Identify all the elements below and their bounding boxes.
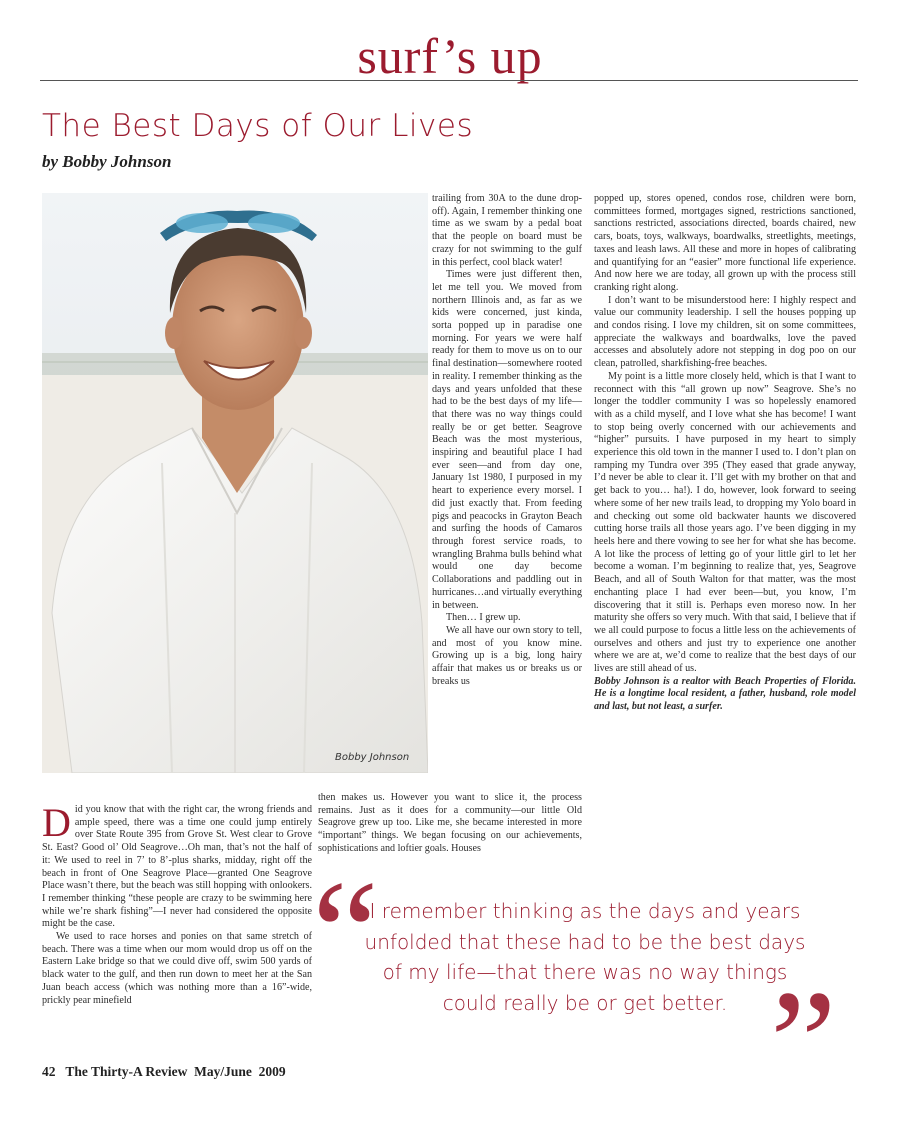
pull-quote-line: I remember thinking as the days and years — [369, 899, 801, 923]
author-bio: Bobby Johnson is a realtor with Beach Properties of Florida. He is a longtime local resident, a father, husband, role model and last, but not least, a surfer. — [594, 675, 856, 713]
article-byline: by Bobby Johnson — [42, 152, 172, 171]
open-quote-icon: “ — [312, 850, 379, 1016]
publication-name: The Thirty-A Review — [65, 1064, 188, 1079]
close-quote-icon: ” — [770, 960, 837, 1126]
paragraph: popped up, stores opened, condos rose, children were born, committees formed, mortgages signed, restrictions sanctioned, sanctions restricted, associations directed, boards chaired, new cars, boats, toys, walkways, boardwalks, streetlights, meetings, taxes and leash laws. All these and more in hopes of calibrating and quantifying for an “easier” more functional life experience. And now here we are today, all grown up with the process still cranking right along. — [594, 193, 856, 293]
drop-cap: D — [42, 800, 71, 845]
pull-quote-line: could really be or get better. — [442, 990, 728, 1015]
paragraph: We all have our own story to tell, and most of you know mine. Growing up is a big, long hairy affair that makes us or breaks us or breaks us — [432, 624, 582, 687]
paragraph: then makes us. However you want to slice it, the process remains. Just as it does for a community—our little Old Seagrove grew up too. Like me, she became interested in more “important” things. We began focusing on our achievements, sophistications and loftier goals. Houses — [318, 792, 582, 854]
paragraph: I don’t want to be misunderstood here: I highly respect and value our community leadership. I sell the houses popping up and condos rising. I love my children, sit on some committees, appreciate the walkways and boardwalks, love the paved accesses and absolutely adore not stepping in dog poo on our clean, patrolled, sharkfishing-free beaches. — [594, 294, 856, 370]
paragraph: trailing from 30A to the dune drop-off). Again, I remember thinking one time as we swam by a pedal boat that the people on board must be crazy for not swimming to the gulf in this perfect, cool black water! — [432, 193, 582, 268]
article-headline: The Best Days of Our Lives — [42, 108, 474, 144]
paragraph-text: id you know that with the right car, the wrong friends and ample speed, there was a time one could jump entirely over State Route 395 from Grove St. West clear to Grove St. East? Good ol’ Old Seagrove…Oh man, that’s not the half of it: We used to reel in 7’ to 8’-plus sharks, midday, right off the beach in front of One Seagrove Place—granted One Seagrove Place wasn’t there, but the beach was still hopping with onlookers. I remember thinking “these people are crazy to be swimming here while we’re shark fishing”—I never had considered the opposite might be the case. — [42, 804, 312, 930]
author-photo — [42, 193, 428, 773]
paragraph: We used to race horses and ponies on that same stretch of beach. There was a time when our mom would drop us off on the Eastern Lake bridge so that we could dive off, swim 500 yards of black water to the gulf, and then run down to meet her at the San Juan beach access (which was nothing more than a 16”-wide, prickly pear minefield — [42, 931, 312, 1006]
column-2-continued — [318, 792, 582, 856]
column-2 — [432, 193, 582, 688]
section-title: surf’s up — [357, 28, 543, 84]
photo-caption: Bobby Johnson — [335, 752, 410, 763]
page-footer — [42, 1064, 286, 1080]
column-3 — [594, 193, 856, 714]
paragraph — [42, 800, 312, 931]
paragraph: Times were just different then, let me tell you. We moved from northern Illinois and, as far as we kids were concerned, just kinda, sorta popped up in paradise one morning. For years we were half ready for them to move us on to our final destination—somewhere rooted in reality. I remember thinking as the days and years unfolded that these had to be the best days of my life—that there was no way things could really be or get better. Seagrove Beach was the most mysterious, inspiring and beautiful place I had ever seen—and from day one, January 1st 1980, I purposed in my heart to experience every morsel. I did just exactly that. From feeding pigs and peacocks in Grayton Beach and surfing the hoods of Camaros through forest service roads, to wrangling Brahma bulls behind what would one day become Collaborations and paddling out in hurricanes…and virtually everything in between. — [432, 269, 582, 611]
pull-quote-line: of my life—that there was no way things — [382, 960, 788, 984]
author-photo-illustration — [42, 193, 428, 773]
pull-quote — [330, 896, 840, 1018]
column-1 — [42, 800, 312, 1007]
page-number: 42 — [42, 1064, 56, 1079]
pull-quote-line: unfolded that these had to be the best days — [364, 929, 806, 954]
paragraph: My point is a little more closely held, which is that I want to reconnect with this “all grown up now” Seagrove. She’s no longer the toddler community I was so hopelessly enamored with as a child myself, and I love what she has become! I want to stop being overly concerned with our achievements and “higher” pursuits. I have purposed in my heart to simply experience this old town in the manner I used to. I don’t plan on ramping my Tundra over 395 (They eased that grade anyway, I’d never be able to clear it. I’ll get with my brother on that and get back to you… ha!). I do, however, look forward to seeing where some of her new trails lead, to dropping my Yolo board in and checking out some old backwater haunts we discovered cutting horse trails all those years ago. I’ve been digging in my heels here and there vowing to see her for what she has become. A lot like the process of letting go of your little girl to let her become a woman. I’m beginning to realize that, yes, Seagrove Beach, and all of South Walton for that matter, was the most enchanting place I had ever been—but, you know, I’m discovering that it still is. Perhaps even moreso now. In her maturity she offers so very much. With that said, I believe that if we all could purpose to focus a little less on the achievements of ourselves and others and just try to experience one another where we are at, we’d come to realize that the best days of our lives are still ahead of us. — [594, 370, 856, 675]
paragraph: Then… I grew up. — [446, 612, 521, 624]
issue-date: May/June 2009 — [194, 1064, 286, 1079]
header-rule — [40, 80, 858, 81]
